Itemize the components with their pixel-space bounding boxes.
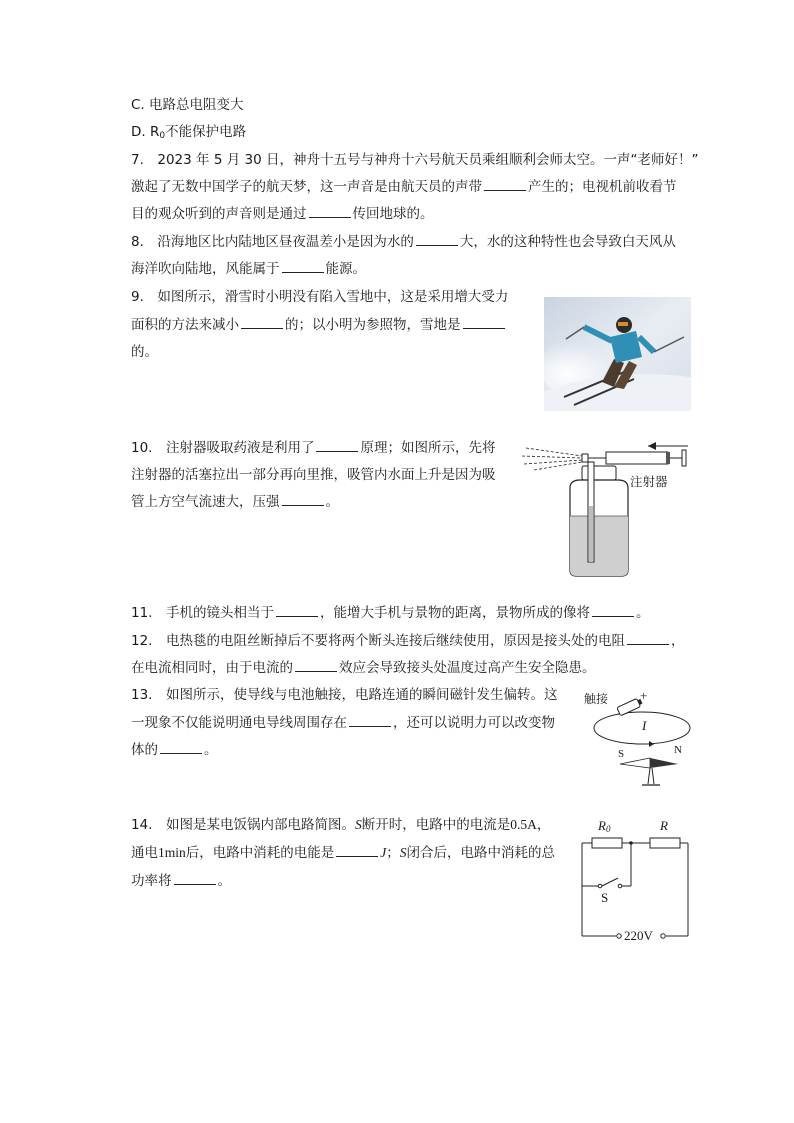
text: 10. 注射器吸取药液是利用了 (131, 440, 315, 456)
text: 一现象不仅能说明通电导线周围存在 (131, 715, 347, 731)
plus-label: + (640, 688, 648, 703)
text: 产生的；电视机前收看节 (528, 179, 677, 195)
text: 11. 手机的镜头相当于 (131, 605, 274, 621)
voltage-label: 220V (624, 928, 653, 943)
text: 原理；如图所示，先将 (360, 440, 496, 456)
text: 大，水的这种特性也会导致白天风从 (459, 234, 676, 250)
question-14-line-3 (131, 870, 231, 892)
text: 。 (217, 873, 231, 889)
option-d-text-2: 不能保护电路 (165, 124, 247, 140)
text: 断开时，电路中的电流是 (361, 817, 511, 833)
text: 体的 (131, 742, 158, 758)
answer-blank[interactable] (282, 258, 324, 273)
option-d (131, 121, 246, 147)
text: 。 (635, 605, 650, 621)
text: 面积的方法来减小 (131, 317, 239, 333)
text: 8. 沿海地区比内陆地区昼夜温差小是因为水的 (131, 234, 414, 250)
question-8-line-1 (131, 231, 676, 253)
question-10-line-1 (131, 437, 495, 459)
question-13-line-2 (131, 712, 555, 734)
answer-blank[interactable] (627, 630, 669, 645)
text: 激起了无数中国学子的航天梦，这一声音是由航天员的声带 (131, 179, 482, 195)
syringe-label: 注射器 (630, 474, 668, 489)
touch-label: 触接 (584, 692, 609, 706)
answer-blank[interactable] (592, 602, 634, 617)
question-12-line-1 (131, 630, 684, 652)
text: 14. 如图是某电饭锅内部电路简图。 (131, 817, 355, 833)
current-value: 0.5A (510, 817, 537, 832)
question-9-line-2 (131, 314, 507, 336)
switch-label: S (601, 890, 609, 905)
answer-blank[interactable] (316, 437, 358, 452)
answer-blank[interactable] (463, 314, 505, 329)
text: 闭合后，电路中消耗的总 (406, 845, 556, 861)
answer-blank[interactable] (160, 739, 202, 754)
answer-blank[interactable] (336, 842, 378, 857)
switch-symbol: S (399, 845, 407, 860)
question-8-line-2 (131, 258, 366, 280)
question-7-line-3 (131, 203, 434, 225)
magnetic-needle-figure (584, 688, 694, 788)
time-value: 1min (158, 845, 186, 860)
text: ， (670, 633, 685, 649)
answer-blank[interactable] (276, 602, 318, 617)
answer-blank[interactable] (174, 870, 216, 885)
subscript: 0 (159, 131, 166, 141)
circuit-diagram (576, 818, 694, 946)
text: 后，电路中消耗的电能是 (185, 845, 335, 861)
r0-subscript: 0 (605, 824, 611, 834)
text: ，能增大手机与景物的距离，景物所成的像将 (319, 605, 590, 621)
text: 传回地球的。 (352, 206, 434, 222)
question-12-line-2 (131, 657, 596, 679)
answer-blank[interactable] (295, 657, 337, 672)
text: ； (386, 845, 400, 861)
text: 目的观众听到的声音则是通过 (131, 206, 307, 222)
text: 12. 电热毯的电阻丝断掉后不要将两个断头连接后继续使用，原因是接头处的电阻 (131, 633, 625, 649)
answer-blank[interactable] (484, 176, 526, 191)
unit-j: J (380, 845, 387, 860)
text: 管上方空气流速大，压强 (131, 494, 280, 510)
text: 通电 (131, 845, 158, 861)
text: 。 (325, 494, 339, 510)
question-14-line-2 (131, 842, 555, 864)
switch-symbol: S (354, 817, 362, 832)
answer-blank[interactable] (309, 203, 351, 218)
north-label: N (674, 744, 682, 756)
question-9-line-3: 的。 (131, 344, 158, 360)
current-label: I (642, 718, 647, 733)
option-c: C. 电路总电阻变大 (131, 97, 244, 113)
question-13-line-1: 13. 如图所示，使导线与电池触接，电路连通的瞬间磁针发生偏转。这 (131, 687, 558, 703)
answer-blank[interactable] (349, 712, 391, 727)
question-13-line-3 (131, 739, 218, 761)
south-label: S (618, 748, 625, 760)
question-14-line-1 (131, 814, 550, 836)
text: 。 (204, 742, 218, 758)
text: ，还可以说明力可以改变物 (393, 715, 555, 731)
text: ， (536, 817, 551, 833)
syringe-bottle-figure (520, 436, 700, 578)
question-10-line-2: 注射器的活塞拉出一部分再向里推，吸管内水面上升是因为吸 (131, 467, 496, 483)
answer-blank[interactable] (416, 231, 458, 246)
r-label: R (660, 818, 668, 833)
question-7-line-2 (131, 176, 677, 198)
answer-blank[interactable] (282, 491, 324, 506)
text: 效应会导致接头处温度过高产生安全隐患。 (339, 660, 596, 676)
answer-blank[interactable] (241, 314, 283, 329)
text: 的；以小明为参照物，雪地是 (285, 317, 461, 333)
question-9-line-1: 9. 如图所示，滑雪时小明没有陷入雪地中，这是采用增大受力 (131, 289, 509, 305)
r0-letter: R (598, 818, 606, 833)
question-7-line-1: 7. 2023 年 5 月 30 日，神舟十五号与神舟十六号航天员乘组顺利会师太空。一声“老师好！” (131, 152, 699, 168)
question-10-line-3 (131, 491, 339, 513)
text: 在电流相同时，由于电流的 (131, 660, 293, 676)
r0-label (598, 818, 610, 834)
text: 功率将 (131, 873, 172, 889)
option-d-text: D. R (131, 124, 160, 140)
text: 能源。 (325, 261, 366, 277)
text: 海洋吹向陆地，风能属于 (131, 261, 280, 277)
skier-photo (544, 297, 691, 411)
question-11-line-1 (131, 602, 649, 624)
